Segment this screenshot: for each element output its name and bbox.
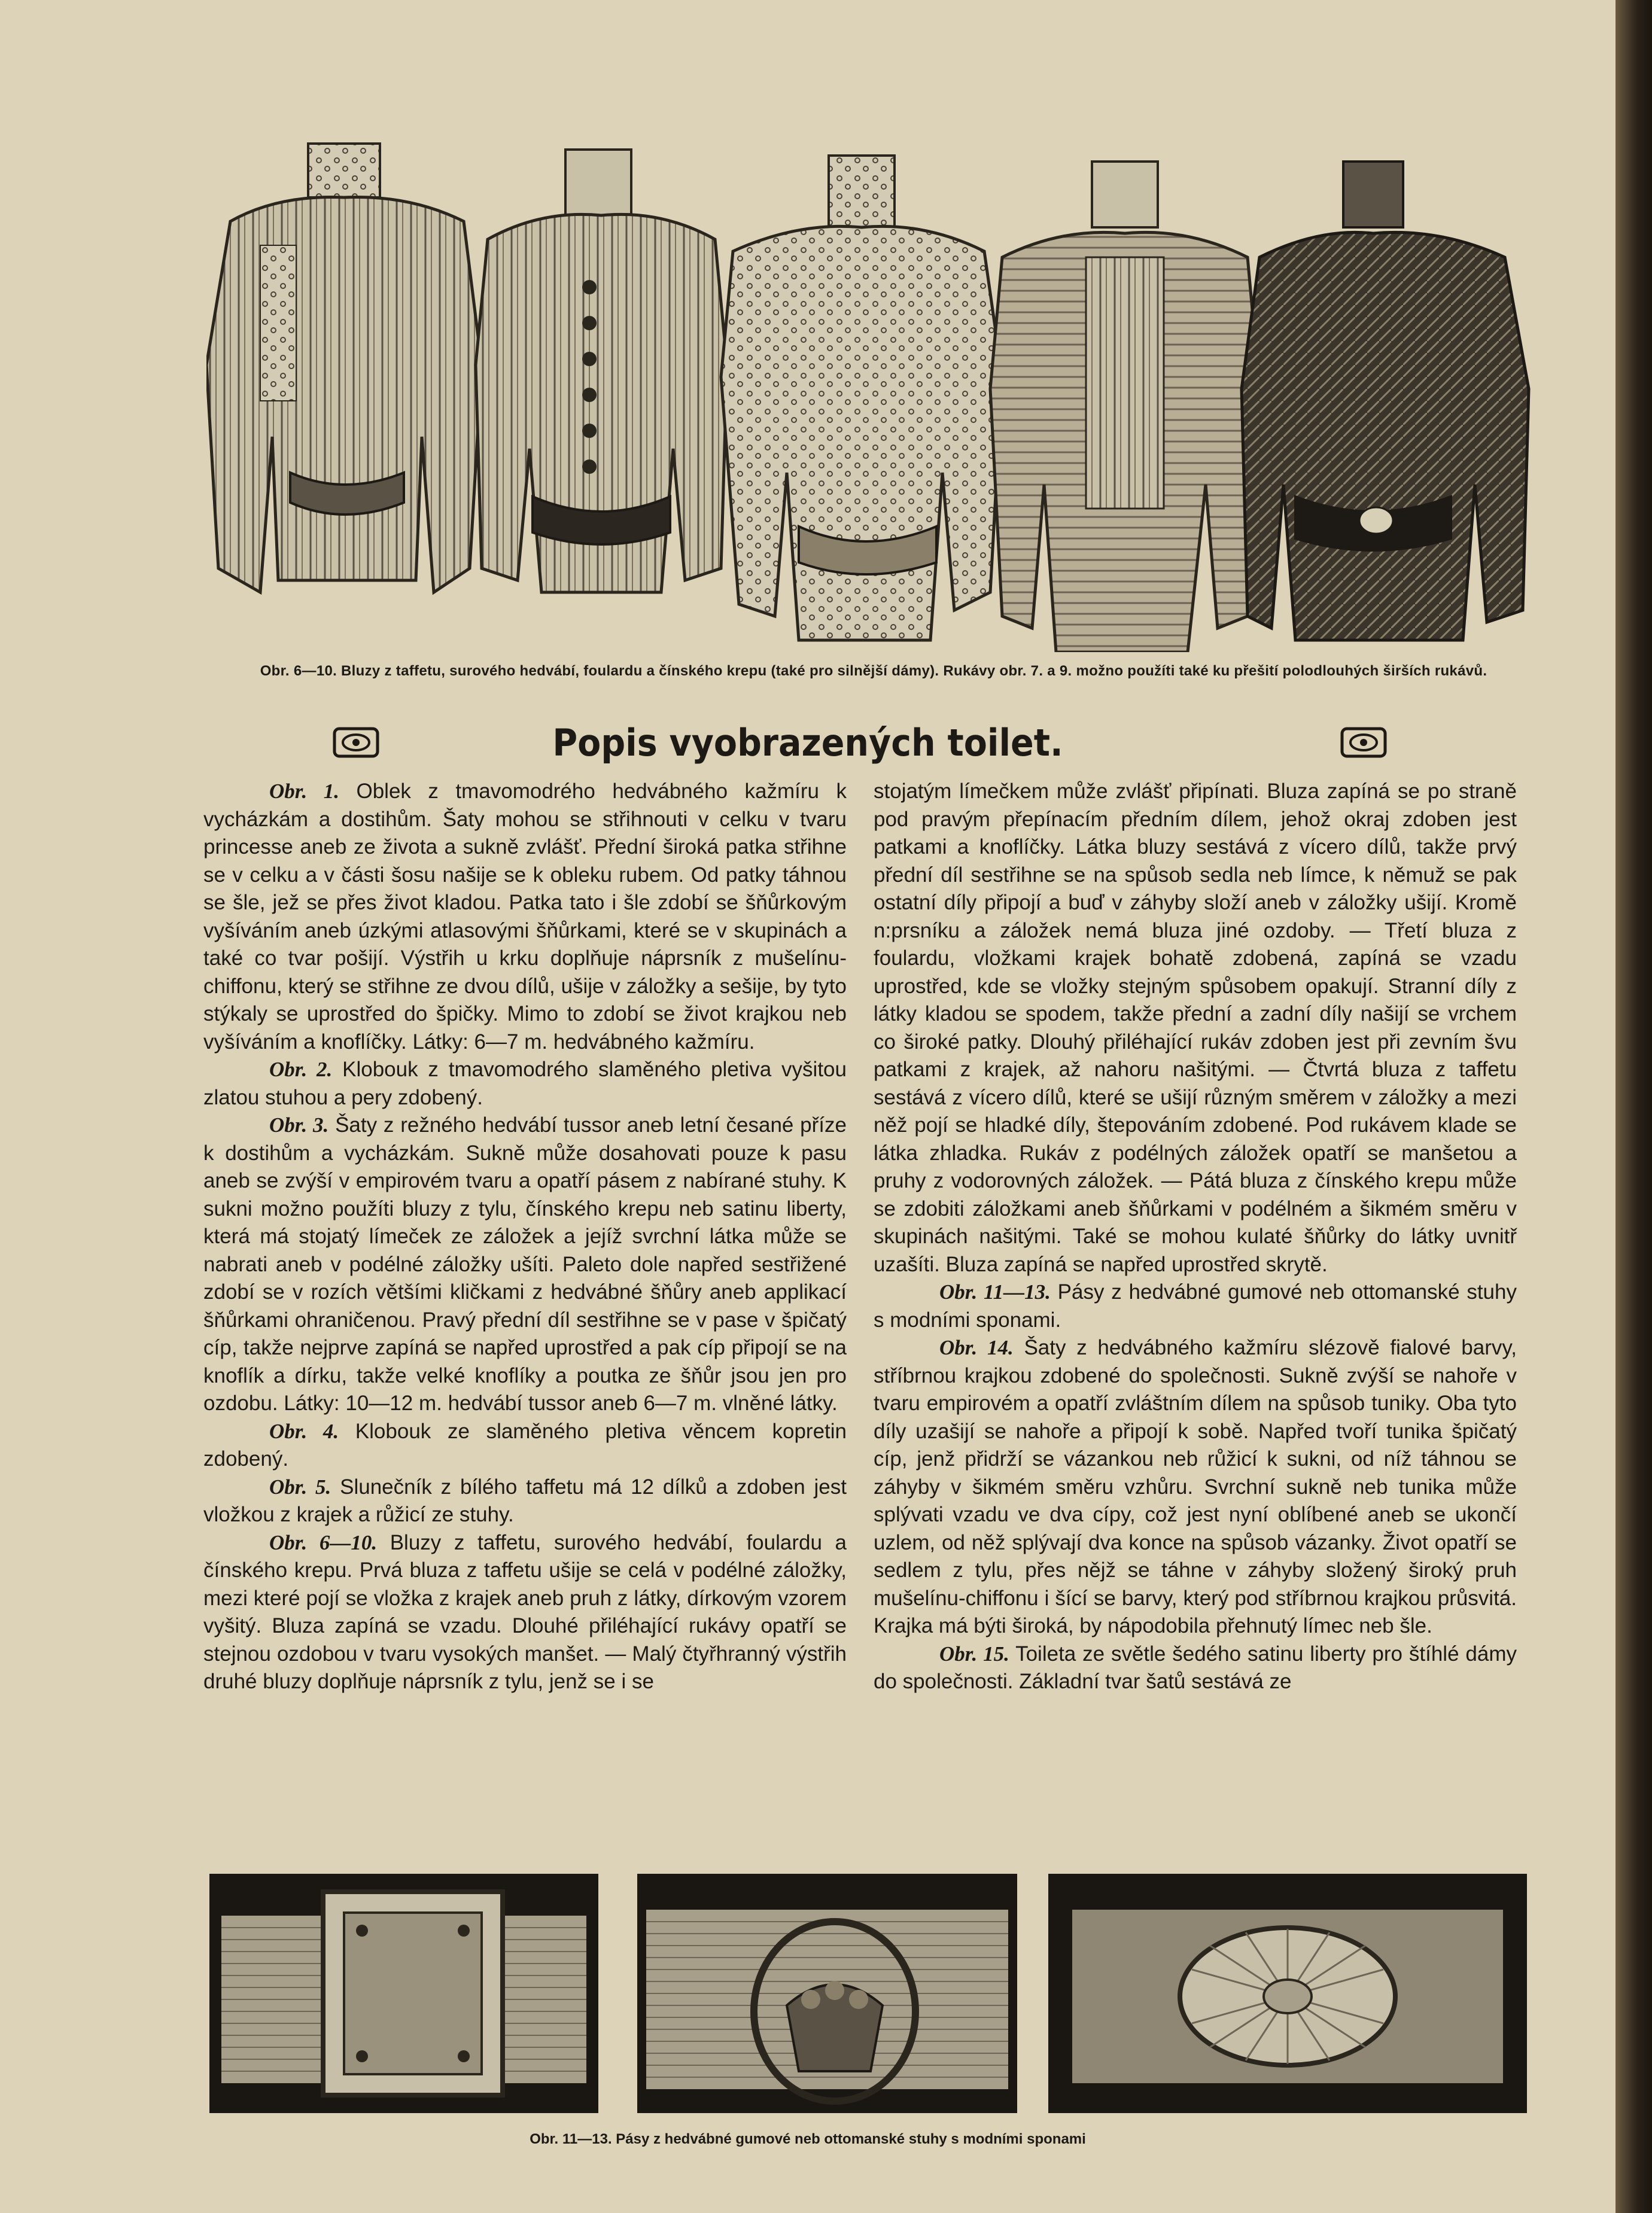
figure-reference: Obr. 3. <box>269 1113 329 1137</box>
paragraph-text: Klobouk z tmavomodrého slaměného pletiva vyšitou zlatou stuhou a pery zdobený. <box>203 1058 847 1109</box>
paragraph-text: Klobouk ze slaměného pletiva věncem kopretin zdobený. <box>203 1419 847 1471</box>
blouse-2 <box>476 150 727 592</box>
blouse-1 <box>206 144 482 592</box>
page-title: Popis vyobrazených toilet. <box>552 721 1063 765</box>
paragraph-obr-1 <box>203 778 847 1056</box>
paragraph-continuation: stojatým límečkem může zvlášť připínati. Bluza zapíná se po straně pod pravým přepínacím předním dílem, jehož okraj zdoben jest patkami a knoflíčky. Látka bluzy sestává z vícero dílů, takže prvý přední díl sestřihne se na spůsob sedla neb límce, k němuž se pak ostatní díly připojí a buď v záhyby složí aneb v záložky ušijí. Kromě n:prsníku a záložek nemá bluza jiné ozdoby. — Třetí bluza z foulardu, vložkami krajek bohatě zdobená, zapíná se vzadu uprostřed, kde se vložky stejným spůsobem opakují. Stranní díly z látky kladou se spodem, takže přední a zadní díly našijí se vrchem co široké patky. Dlouhý přiléhající rukáv zdoben jest při zevním švu patkami z krajek, až nahoru našitými. — Čtvrtá bluza z taffetu sestává z vícero dílů, které se ušijí různým směrem v záložky a mezi něž pojí se hladké díly, štepováním zdobené. Pod rukávem klade se látka zhladka. Rukáv z podélných záložek opatří se manšetou a pruhy z vodorovných záložek. — Pátá bluza z čínského krepu může se zdobiti záložkami aneb šňůrkami v podélném a šikmém směru v skupinách našitými. Také se mohou kulaté šňůrky do látky uvnitř uzašíti. Bluza zapíná se napřed uprostřed skrytě. <box>874 780 1517 1276</box>
blouse-3 <box>721 156 1002 640</box>
figure-reference: Obr. 2. <box>269 1058 333 1081</box>
page-gutter <box>1616 0 1652 2213</box>
ornament-right-icon <box>1340 727 1387 758</box>
text-column-left <box>203 778 847 1696</box>
paragraph-text: Slunečník z bílého taffetu má 12 dílků a zdoben jest vložkou z krajek a růžicí ze stuhy. <box>203 1475 847 1526</box>
belt-sunburst-buckle <box>1048 1874 1527 2113</box>
figure-caption-top: Obr. 6—10. Bluzy z taffetu, surového hedvábí, foulardu a čínského krepu (také pro silnější dámy). Rukávy obr. 7. a 9. možno použíti také ku přešití polodlouhých širších rukávů. <box>260 663 1487 679</box>
paragraph-obr-6-10 <box>203 1529 847 1696</box>
paragraph-text: Toileta ze světle šedého satinu liberty pro štíhlé dámy do společnosti. Základní tvar šatů sestává ze <box>874 1642 1517 1693</box>
paragraph-obr-11-13 <box>874 1279 1517 1334</box>
belt-rectangular-buckle <box>209 1874 598 2113</box>
belt-1-drawing <box>209 1874 598 2113</box>
paragraph-obr-3 <box>203 1112 847 1418</box>
blouse-5 <box>1242 162 1529 640</box>
paragraph-obr-14 <box>874 1334 1517 1640</box>
paragraph-obr-4 <box>203 1418 847 1474</box>
paragraph-text: Bluzy z taffetu, surového hedvábí, foulardu a čínského krepu. Prvá bluza z taffetu ušije se celá v podélné záložky, mezi které pojí se vložka z krajek aneb pruh z látky, dírkovým vzorem vyšitý. Bluza zapíná se vzadu. Dlouhé přiléhající rukávy opatří se stejnou ozdobou v tvaru vysokých manšet. — Malý čtyřhranný výstřih druhé bluzy doplňuje náprsník z tylu, jenž se i se <box>203 1530 847 1693</box>
paragraph-obr-15 <box>874 1640 1517 1696</box>
five-blouses-illustration <box>206 138 1535 652</box>
figure-reference: Obr. 4. <box>269 1419 339 1443</box>
blouses-drawing <box>206 138 1535 652</box>
figure-reference: Obr. 14. <box>939 1336 1014 1359</box>
blouse-4 <box>990 162 1259 652</box>
figure-reference: Obr. 6—10. <box>269 1530 378 1554</box>
figure-reference: Obr. 15. <box>939 1642 1009 1666</box>
figure-caption-bottom: Obr. 11—13. Pásy z hedvábné gumové neb ottomanské stuhy s modními sponami <box>530 2131 1086 2147</box>
figure-reference: Obr. 11—13. <box>939 1280 1051 1304</box>
belt-2-drawing <box>637 1874 1017 2113</box>
paragraph-text: Šaty z hedvábného kažmíru slézově fialové barvy, stříbrnou krajkou zdobené do společnosti. Sukně zvýší se nahoře v tvaru empirovém a opatří zvláštním dílem na spůsob tuniky. Oba tyto díly uzašijí se nahoře a připojí k sobě. Napřed tvoří tunika špičatý cíp, jenž přidrží se vázankou neb růžicí k sukni, od níž táhnou se záhyby v šikmém směru vzhůru. Svrchní sukně neb tunika může splývati vzadu ve dva cípy, což jest nyní oblíbené aneb se ukončí uzlem, od něž splývají dva konce na spůsob vázanky. Život opatří se sedlem z tylu, přes nějž se táhne v záhyby složený široký pruh mušelínu-chiffonu i šící se barvy, který pod stříbrnou krajkou průsvitá. Krajka má býti široká, by nápodobila přehnutý límec neb šle. <box>874 1336 1517 1637</box>
text-column-right <box>874 778 1517 1696</box>
figure-reference: Obr. 5. <box>269 1475 331 1499</box>
figure-reference: Obr. 1. <box>269 780 339 803</box>
paragraph-obr-2 <box>203 1056 847 1112</box>
belt-3-drawing <box>1048 1874 1527 2113</box>
paragraph-text: Šaty z režného hedvábí tussor aneb letní česané příze k dostihům a vycházkám. Sukně může dosahovati pouze k pasu aneb se zvýší v empirovém tvaru a opatří pásem z nabírané stuhy. K sukni možno použíti bluzy z tylu, čínského krepu neb satinu liberty, která má stojatý límeček ze záložek a jejíž svrchní látka může se nabrati aneb v podélné záložky ušíti. Paleto dole napřed sestřižené zdobí se v rozích většími kličkami z hedvábné šňůry aneb applikací šňůrkami ohraničenou. Pravý přední díl sestřihne se v pase v špičatý cíp, takže nejprve zapíná se napřed uprostřed a pak cíp připojí se na knoflík a dírku, takže velké knoflíky a poutka ze šňůr jsou jen pro ozdobu. Látky: 10—12 m. hedvábí tussor aneb 6—7 m. vlněné látky. <box>203 1113 847 1415</box>
paragraph-text: Pásy z hedvábné gumové neb ottomanské stuhy s modními sponami. <box>874 1280 1517 1332</box>
belt-oval-basket-buckle <box>637 1874 1017 2113</box>
paragraph-text: Oblek z tmavomodrého hedvábného kažmíru k vycházkám a dostihům. Šaty mohou se střihnouti v celku v tvaru princesse aneb ze života a sukně zvlášť. Přední široká patka střihne se v celku a v části šosu našije se k obleku rubem. Od patky táhnou se šle, jež se přes život kladou. Patka tato i šle zdobí se šňůrkovým vyšíváním aneb úzkými atlasovými šňůrkami, které se v skupinách a také co tvar pošijí. Výstřih u krku doplňuje náprsník z mušelínu-chiffonu, který se střihne ze dvou dílů, ušije v záložky a sešije, by tyto stýkaly se uprostřed do špičky. Mimo to zdobí se život krajkou neb vyšíváním a knoflíčky. Látky: 6—7 m. hedvábného kažmíru. <box>203 780 847 1054</box>
paragraph-obr-5 <box>203 1474 847 1529</box>
